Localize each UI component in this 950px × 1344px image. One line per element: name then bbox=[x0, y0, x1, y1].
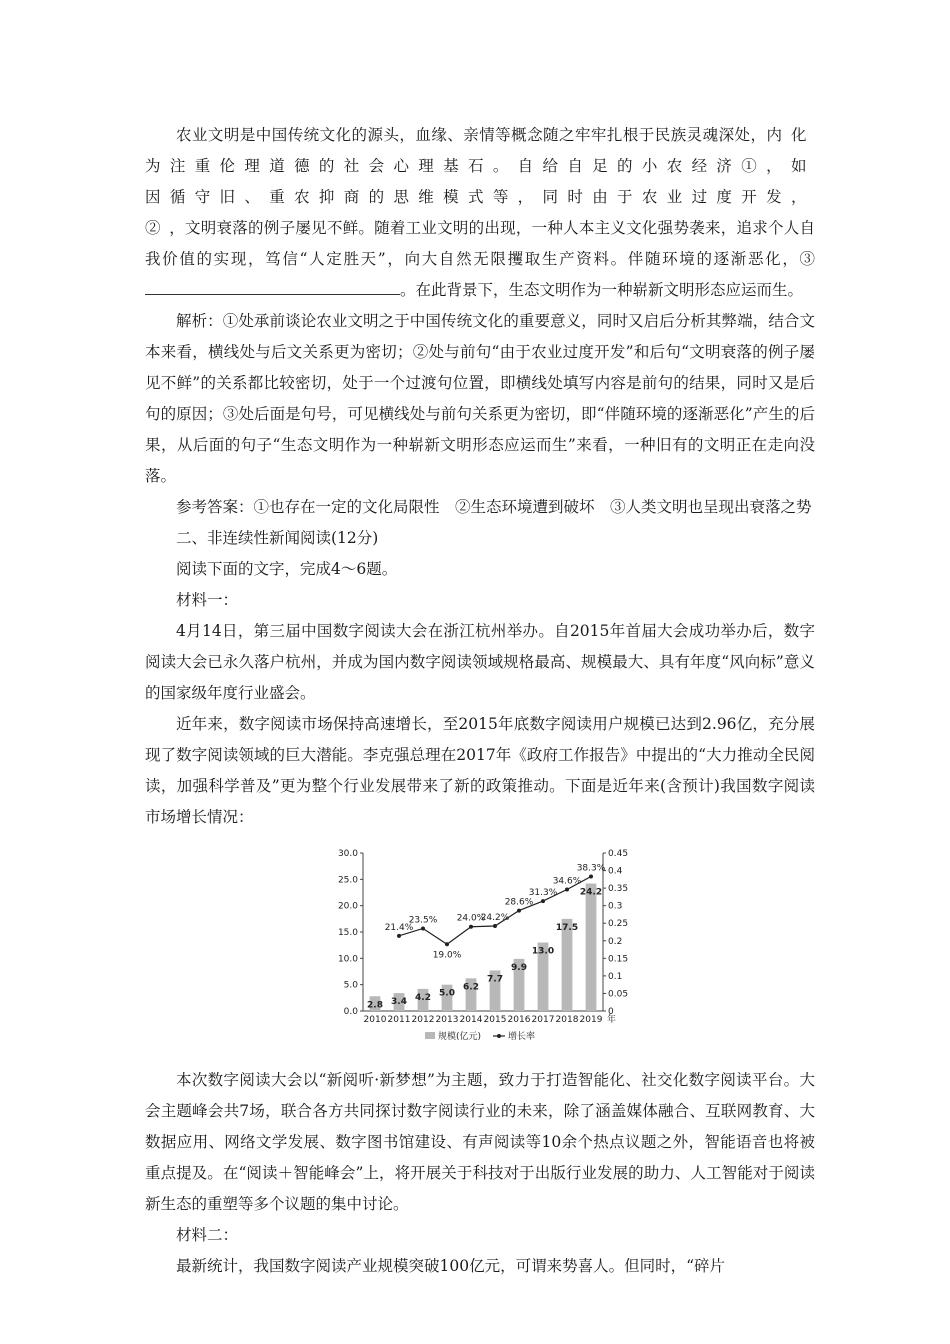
x-axis-tick-label: 2014 bbox=[459, 1015, 483, 1025]
growth-rate-label: 28.6% bbox=[504, 897, 534, 908]
growth-rate-point bbox=[589, 875, 593, 879]
para1-text-d: ，文明衰落的例子屡见不鲜。随着工业文明的出现，一种人本主义文化强势袭来，追求个人自我价值的实现，笃信“人定胜天”，向大自然无限攫取生产资料。伴随环境的逐渐恶化，③ bbox=[145, 219, 815, 268]
growth-rate-label: 24.0% bbox=[456, 913, 486, 924]
material1-paragraph-3: 本次数字阅读大会以“新阅听·新梦想”为主题，致力于打造智能化、社交化数字阅读平台。大会主题峰会共7场，联合各方共同探讨数字阅读行业的未来，除了涵盖媒体融合、互联网教育、大数据应用、网络文学发展、数字图书馆建设、有声阅读等10余个热点议题之外，智能语音也将被重点提及。在“阅读＋智能峰会”上，将开展关于科技对于出版行业发展的助力、人工智能对于阅读新生态的重塑等多个议题的集中讨论。 bbox=[145, 1071, 815, 1213]
material1-paragraph-1: 4月14日，第三届中国数字阅读大会在浙江杭州举办。自2015年首届大会成功举办后，数字阅读大会已永久落户杭州，并成为国内数字阅读领域规格最高、规模最大、具有年度“风向标”意义的国家级年度行业盛会。 bbox=[145, 622, 815, 702]
material2-label: 材料二： bbox=[176, 1226, 239, 1244]
material2-paragraph-1: 最新统计，我国数字阅读产业规模突破100亿元，可谓来势喜人。但同时，“碎片 bbox=[176, 1257, 726, 1275]
left-axis-tick-label: 5.0 bbox=[343, 980, 358, 991]
bar-value-label: 4.2 bbox=[415, 992, 431, 1003]
fill-blank-3[interactable] bbox=[145, 278, 400, 295]
para1-text-c: ，如因循守旧、重农抑商的思维模式等，同时由于农业过度开发，② bbox=[145, 157, 815, 237]
growth-rate-point bbox=[397, 934, 401, 938]
para1-text-b: 内化为注重伦理道德的社会心理基石。自给自足的小农经济① bbox=[145, 126, 815, 175]
growth-chart bbox=[325, 841, 645, 1061]
left-axis-tick-label: 20.0 bbox=[337, 901, 358, 912]
left-axis-tick-label: 25.0 bbox=[337, 875, 358, 886]
right-axis-tick-label: 0.05 bbox=[608, 989, 629, 1000]
material1-label: 材料一： bbox=[176, 591, 239, 609]
growth-rate-point bbox=[565, 888, 569, 892]
para1-text-a: 农业文明是中国传统文化的源头，血缘、亲情等概念随之牢牢扎根于民族灵魂深处， bbox=[176, 126, 767, 144]
section-title: 二、非连续性新闻阅读(12分) bbox=[176, 529, 379, 547]
right-axis-tick-label: 0 bbox=[608, 1007, 614, 1017]
growth-rate-point bbox=[421, 926, 425, 930]
x-axis-tick-label: 2012 bbox=[411, 1015, 435, 1025]
bar-value-label: 7.7 bbox=[487, 974, 503, 985]
legend-bar-label: 规模(亿元) bbox=[438, 1032, 482, 1042]
growth-rate-label: 23.5% bbox=[408, 915, 438, 926]
right-axis-tick-label: 0.2 bbox=[608, 936, 623, 947]
growth-rate-label: 34.6% bbox=[552, 876, 582, 887]
x-axis-tick-label: 2018 bbox=[555, 1015, 579, 1025]
bar-value-label: 17.5 bbox=[555, 922, 579, 933]
para1-text-e: 。在此背景下，生态文明作为一种崭新文明形态应运而生。 bbox=[400, 281, 804, 299]
right-axis-tick-label: 0.45 bbox=[608, 849, 629, 859]
chart-container bbox=[145, 841, 815, 1061]
growth-rate-point bbox=[469, 925, 473, 929]
growth-rate-point bbox=[493, 924, 497, 928]
legend-line-label: 增长率 bbox=[508, 1032, 536, 1042]
x-axis-tick-label: 2016 bbox=[507, 1015, 531, 1025]
bar-value-label: 9.9 bbox=[511, 962, 527, 973]
analysis-paragraph: 解析：①处承前谈论农业文明之于中国传统文化的重要意义，同时又启后分析其弊端，结合文本来看，横线处与后文关系更为密切；②处与前句“由于农业过度开发”和后句“文明衰落的例子屡见不鲜”的关系都比较密切，处于一个过渡句位置，即横线处填写内容是前句的结果，同时又是后句的原因；③处后面是句号，可见横线处与前句关系更为密切，即“伴随环境的逐渐恶化”产生的后果，从后面的句子“生态文明作为一种崭新文明形态应运而生”来看，一种旧有的文明正在走向没落。 bbox=[145, 312, 815, 485]
bar bbox=[586, 884, 597, 1011]
growth-rate-point bbox=[541, 899, 545, 903]
document-body bbox=[145, 120, 815, 1282]
x-axis-tick-label: 2010 bbox=[363, 1015, 387, 1025]
x-axis-tick-label: 2015 bbox=[483, 1015, 507, 1025]
x-axis-tick-label: 2013 bbox=[435, 1015, 459, 1025]
x-axis-unit-label: 年 bbox=[607, 1015, 617, 1025]
right-axis-tick-label: 0.35 bbox=[608, 884, 629, 895]
growth-rate-point bbox=[445, 942, 449, 946]
right-axis-tick-label: 0.4 bbox=[608, 866, 623, 877]
growth-rate-label: 24.2% bbox=[480, 913, 510, 924]
left-axis-tick-label: 15.0 bbox=[337, 928, 358, 938]
growth-rate-label: 21.4% bbox=[384, 922, 414, 933]
x-axis-tick-label: 2019 bbox=[579, 1015, 603, 1025]
growth-rate-point bbox=[517, 909, 521, 913]
bar-value-label: 24.2 bbox=[579, 887, 603, 898]
right-axis-tick-label: 0.1 bbox=[608, 971, 623, 982]
bar-value-label: 6.2 bbox=[463, 982, 479, 993]
paragraph-agriculture bbox=[145, 120, 815, 306]
x-axis-tick-label: 2011 bbox=[387, 1015, 411, 1025]
x-axis-tick-label: 2017 bbox=[531, 1015, 555, 1025]
left-axis-tick-label: 30.0 bbox=[337, 849, 358, 859]
growth-rate-label: 31.3% bbox=[528, 888, 558, 899]
right-axis-tick-label: 0.3 bbox=[608, 901, 623, 912]
legend-line-marker bbox=[497, 1034, 501, 1038]
bar-value-label: 3.4 bbox=[391, 997, 407, 1008]
left-axis-tick-label: 0.0 bbox=[343, 1007, 358, 1017]
right-axis-tick-label: 0.25 bbox=[608, 919, 629, 930]
growth-rate-label: 38.3% bbox=[576, 863, 606, 874]
bar-value-label: 13.0 bbox=[531, 946, 555, 957]
bar-value-label: 5.0 bbox=[439, 988, 455, 999]
left-axis-tick-label: 10.0 bbox=[337, 954, 358, 965]
bar-value-label: 2.8 bbox=[367, 1000, 383, 1011]
growth-rate-label: 19.0% bbox=[432, 950, 462, 961]
legend-bar-swatch bbox=[425, 1032, 435, 1039]
answer-paragraph: 参考答案：①也存在一定的文化局限性 ②生态环境遭到破坏 ③人类文明也呈现出衰落之势 bbox=[176, 498, 812, 516]
right-axis-tick-label: 0.15 bbox=[608, 954, 629, 965]
instruction-text: 阅读下面的文字，完成4～6题。 bbox=[176, 560, 398, 578]
material1-paragraph-2: 近年来，数字阅读市场保持高速增长，至2015年底数字阅读用户规模已达到2.96亿，充分展现了数字阅读领域的巨大潜能。李克强总理在2017年《政府工作报告》中提出的“大力推动全民阅读，加强科学普及”更为整个行业发展带来了新的政策推动。下面是近年来(含预计)我国数字阅读市场增长情况： bbox=[145, 715, 815, 826]
